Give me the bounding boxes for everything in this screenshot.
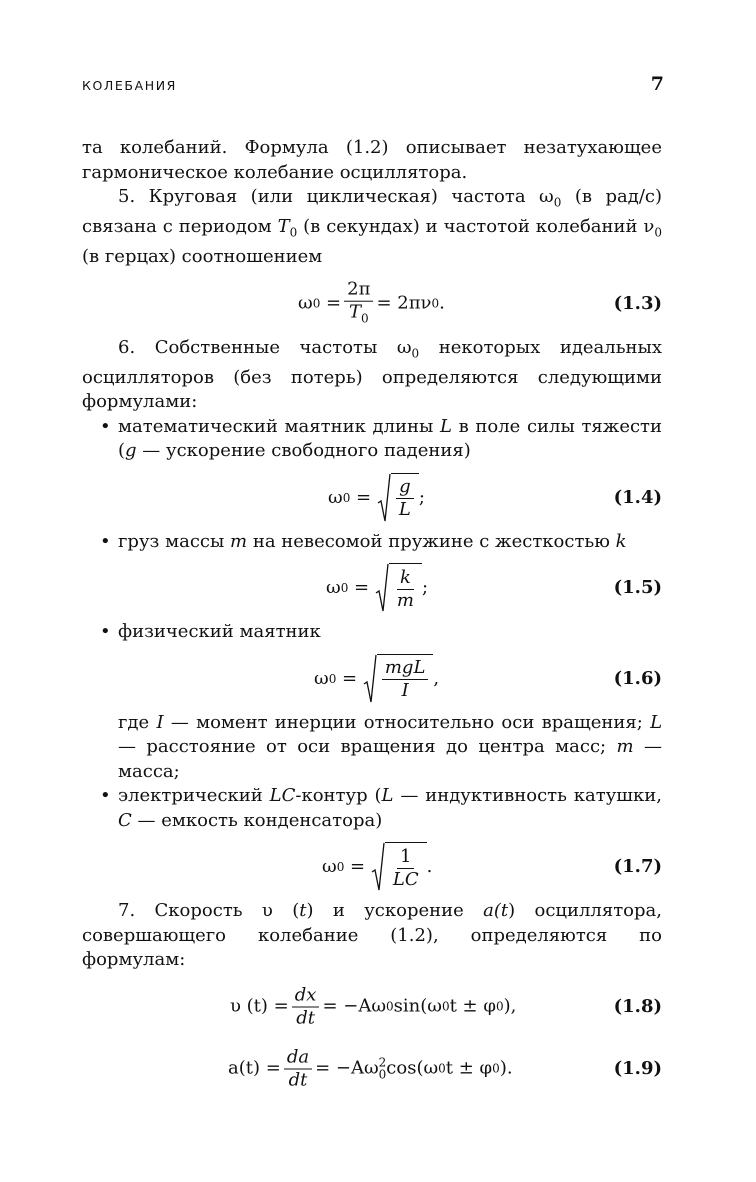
equation-label: (1.3) — [613, 292, 662, 314]
sqrt-sign: $\frac{\text{mgL}}{I}$ — [363, 654, 434, 704]
list-item-lc-circuit: • электрический LC-контур (L — индуктивность катушки, C — емкость конденсатора) — [82, 784, 662, 833]
running-head: КОЛЕБАНИЯ — [82, 78, 177, 93]
sqrt-sign: $\frac{g}{L}$ — [377, 473, 419, 523]
sqrt-sign: $\frac{1}{LC}$ — [371, 842, 427, 892]
list-item-spring: • груз массы m на невесомой пружине с жесткостью k — [82, 530, 662, 555]
paragraph-6: 6. Собственные частоты $\omega_0$ некоторых идеальных осцилляторов (без потерь) определяются следующими формулами: — [82, 336, 662, 413]
page-body — [82, 136, 662, 1101]
equation-label: (1.7) — [613, 856, 662, 878]
equation-1-3: ω 0 = $\frac{2\pi}{T_0}$ = 2πν 0 . (1.3) — [298, 278, 662, 325]
paragraph-intro: та колебаний. Формула (1.2) описывает незатухающее гармоническое колебание осциллятора. — [82, 137, 662, 183]
equation-label: (1.8) — [613, 995, 662, 1017]
equation-1-5: ω 0 = $\frac{k}{m}$ ; (1.5) — [82, 560, 662, 616]
page-header — [82, 73, 664, 100]
equation-label: (1.5) — [613, 577, 662, 599]
equation-1-9: a(t) = $\frac{da}{dt}$ = −Aω 2 0 cos(ω 0 t ± φ 0 ). (1.9) — [228, 1046, 662, 1091]
equation-1-8: υ (t) = $\frac{dx}{dt}$ = −Aω 0 sin(ω 0 t ± φ 0 ), (1.8) — [230, 984, 662, 1029]
paragraph-where: где I — момент инерции относительно оси вращения; L — расстояние от оси вращения до центра масс; m — масса; — [118, 711, 663, 782]
paragraph-5: 5. Круговая (или циклическая) частота $\omega_0$ (в рад/с) связана с периодом $T_0$ (в секундах) и частотой колебаний $\nu_0$ (в герцах) соотношением — [82, 186, 662, 268]
page-number: 7 — [650, 73, 664, 95]
equation-label: (1.6) — [613, 667, 662, 689]
list-item-math-pendulum: • математический маятник длины L в поле силы тяжести (g — ускорение свободного падения) — [82, 415, 662, 464]
list-item-physical-pendulum: • физический маятник — [82, 620, 662, 645]
equation-1-7: ω 0 = $\frac{1}{LC}$ . (1.7) — [82, 839, 662, 895]
sqrt-sign: $\frac{k}{m}$ — [375, 563, 422, 613]
paragraph-7: 7. Скорость υ (t) и ускорение a(t) осциллятора, совершающего колебание (1.2), определяются по формулам: — [82, 900, 662, 971]
equation-1-4: ω 0 = $\frac{g}{L}$ ; (1.4) — [82, 470, 662, 526]
equation-1-6: ω 0 = $\frac{\text{mgL}}{I}$ , (1.6) — [82, 651, 662, 707]
equation-label: (1.4) — [613, 486, 662, 508]
equation-label: (1.9) — [613, 1057, 662, 1079]
